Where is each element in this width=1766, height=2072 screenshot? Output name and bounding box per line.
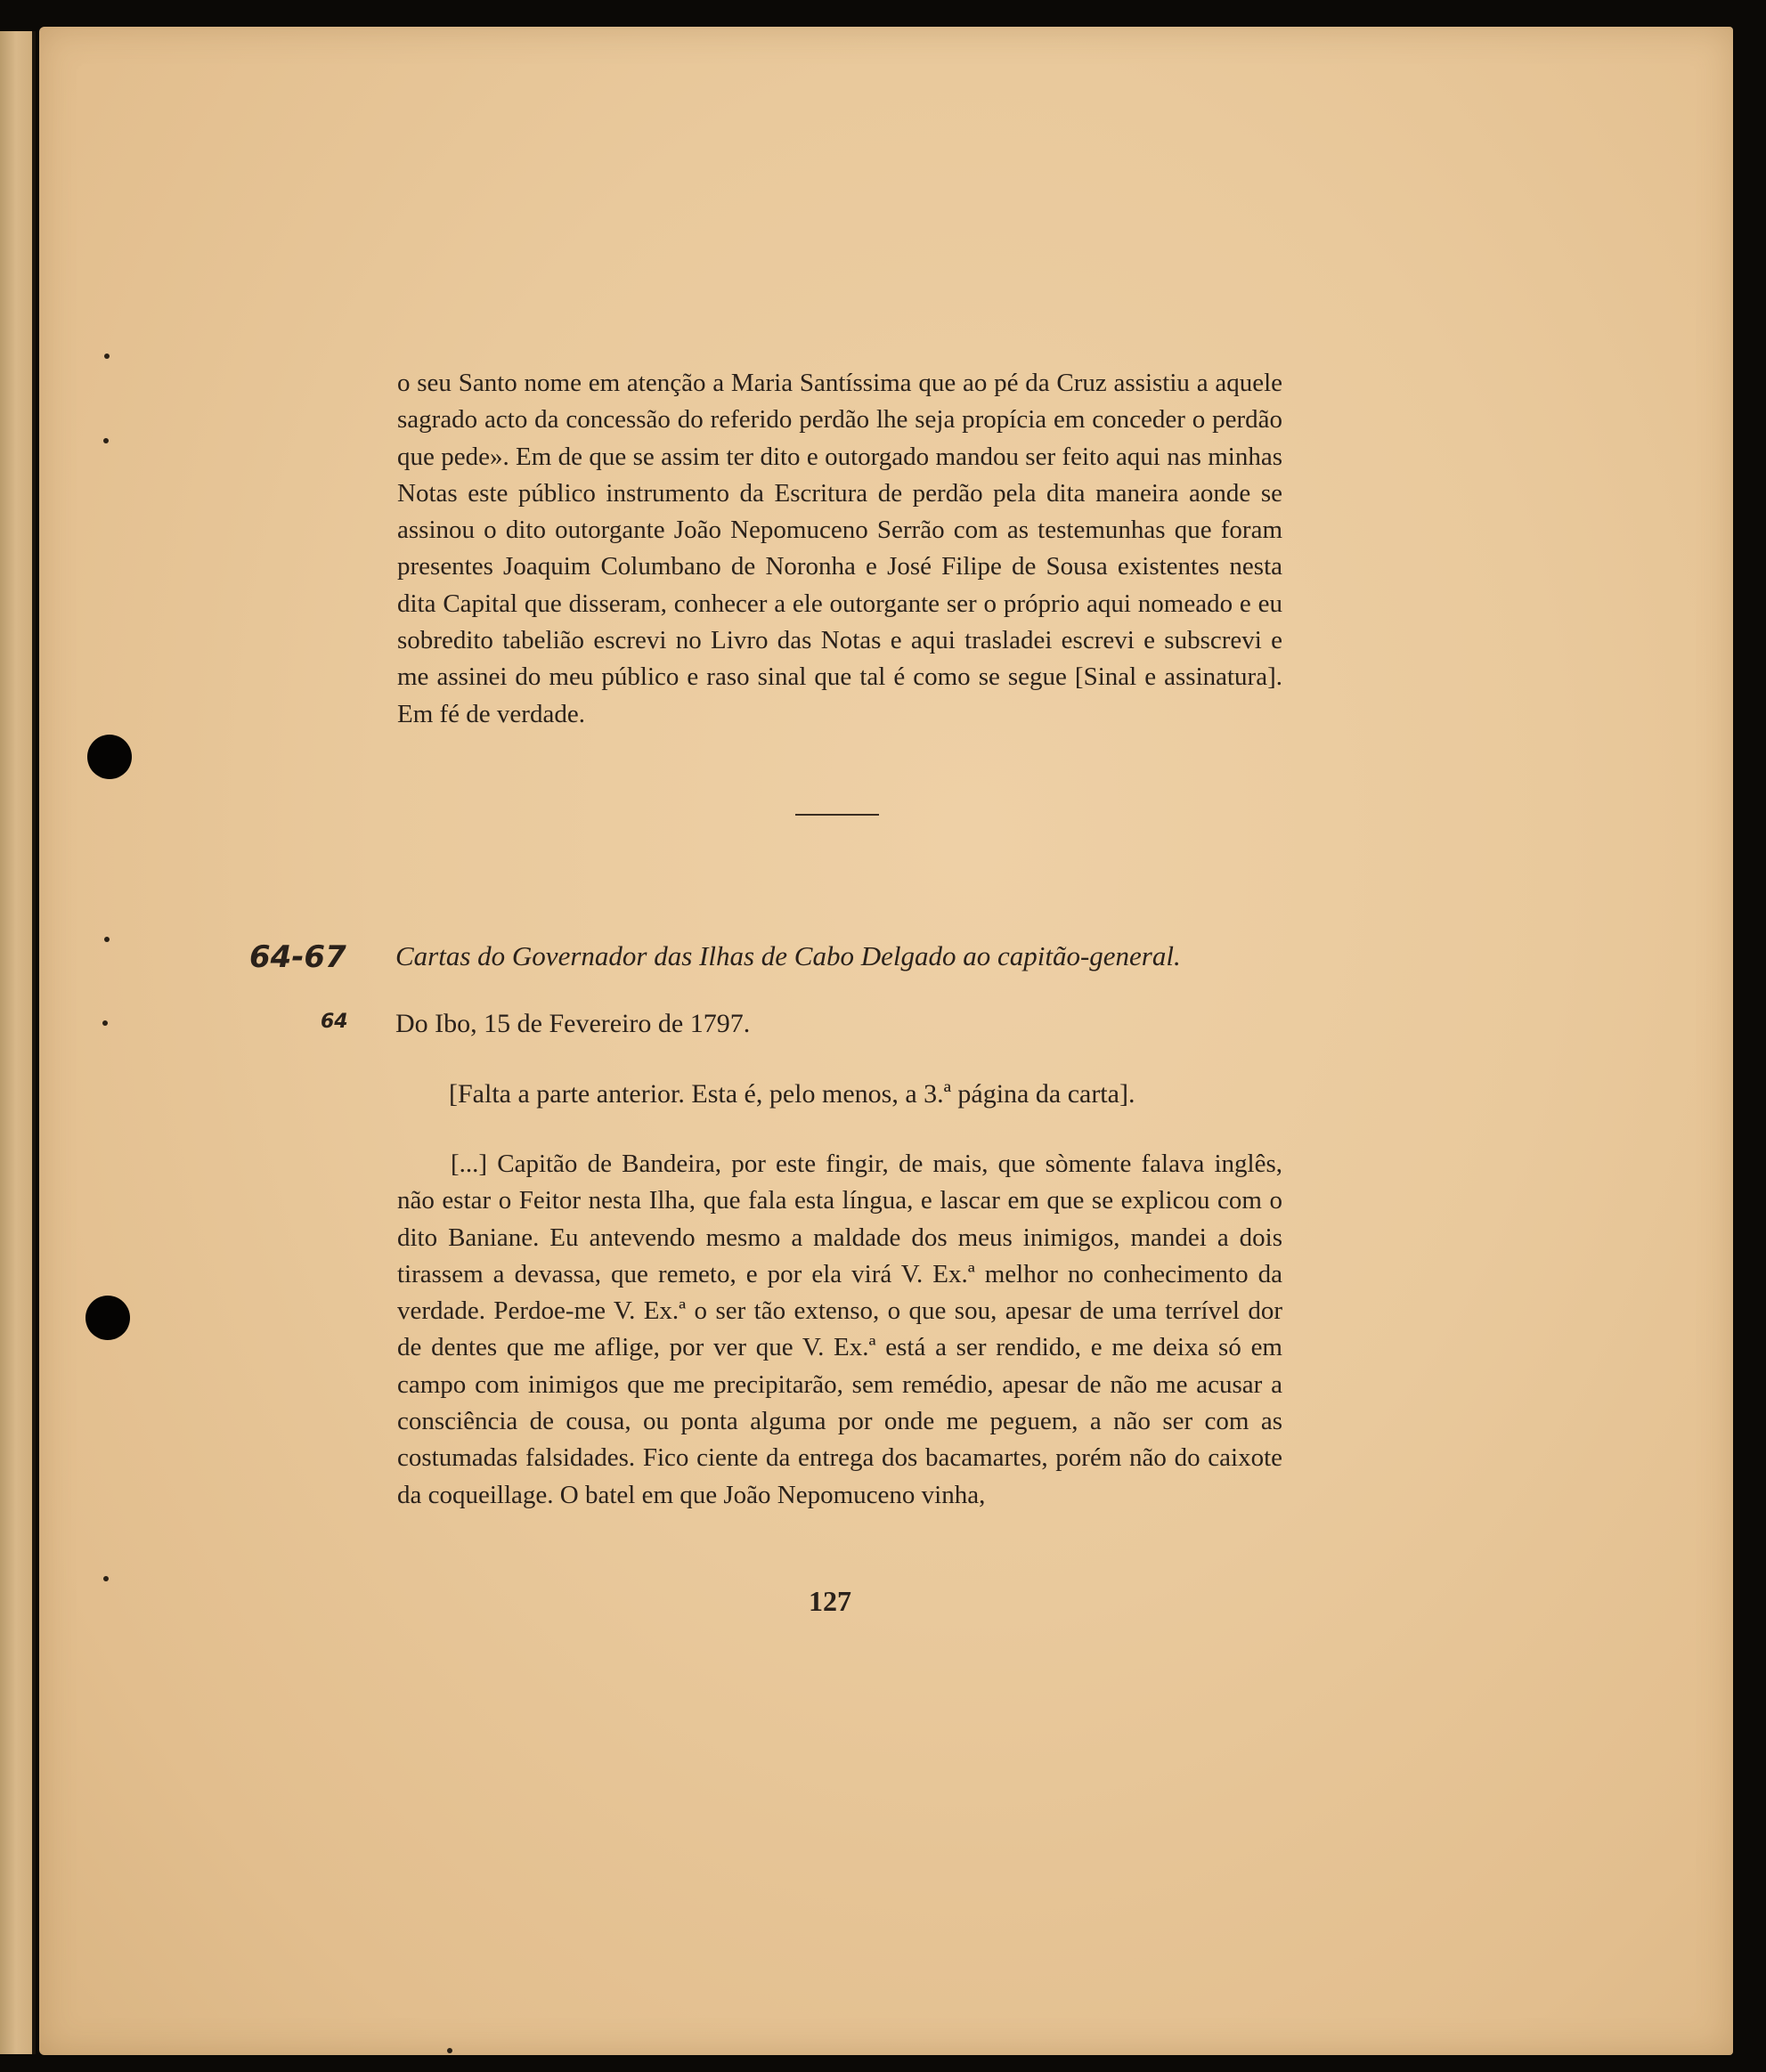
previous-page-edge [0, 31, 36, 2054]
section-divider [795, 814, 879, 816]
letter-number: 64 [321, 1011, 348, 1033]
paper-speck [103, 438, 109, 443]
paper-speck [103, 1576, 109, 1581]
paper-speck [104, 937, 110, 942]
punch-hole-top [87, 735, 132, 779]
letter-body-paragraph: [...] Capitão de Bandeira, por este fingir, de mais, que sòmente falava inglês, não estar o Feitor nesta Ilha, que fala esta língua, e lascar em que se explicou com o dito Baniane. Eu antevendo mesmo a maldade dos meus inimigos, mandei a dois tirassem a devassa, que remeto, e por ela virá V. Ex.ª melhor no conhecimento da verdade. Perdoe-me V. Ex.ª o ser tão extenso, o que sou, apesar de uma terrível dor de dentes que me aflige, por ver que V. Ex.ª está a ser rendido, e me deixa só em campo com inimigos que me precipitarão, sem remédio, apesar de não me acusar a consciência de cousa, ou ponta alguma por onde me peguem, a não ser com as costumadas falsidades. Fico ciente da entrega dos bacamartes, porém não do caixote da coqueillage. O batel em que João Nepomuceno vinha, [397, 1150, 1282, 1509]
punch-hole-bottom [85, 1296, 130, 1340]
paper-speck [102, 1020, 108, 1026]
page-number: 127 [809, 1585, 851, 1617]
notarial-text-paragraph: o seu Santo nome em atenção a Maria Santíssima que ao pé da Cruz assistiu a aquele sagrado acto da concessão do referido perdão lhe seja propícia em conceder o perdão que pede». Em de que se assim ter dito e outorgado mandou ser feito aqui nas minhas Notas este público instrumento da Escritura de perdão pela dita maneira aonde se assinou o dito outorgante João Nepomuceno Serrão com as testemunhas que foram presentes Joaquim Columbano de Noronha e José Filipe de Sousa existentes nesta dita Capital que disseram, conhecer a ele outorgante ser o próprio aqui nomeado e eu sobredito tabelião escrevi no Livro das Notas e aqui trasladei escrevi e subscrevi e me assinei do meu público e raso sinal que tal é como se segue [Sinal e assinatura]. Em fé de verdade. [397, 369, 1282, 728]
letter-date-line: Do Ibo, 15 de Fevereiro de 1797. [395, 1009, 751, 1038]
document-heading: Cartas do Governador das Ilhas de Cabo Delgado ao capitão-general. [395, 940, 1181, 971]
paper-speck [104, 353, 110, 359]
editor-note: [Falta a parte anterior. Esta é, pelo menos, a 3.ª página da carta]. [449, 1079, 1135, 1109]
paper-speck [447, 2048, 452, 2053]
document-range-label: 64-67 [249, 939, 346, 975]
book-page [39, 27, 1733, 2055]
